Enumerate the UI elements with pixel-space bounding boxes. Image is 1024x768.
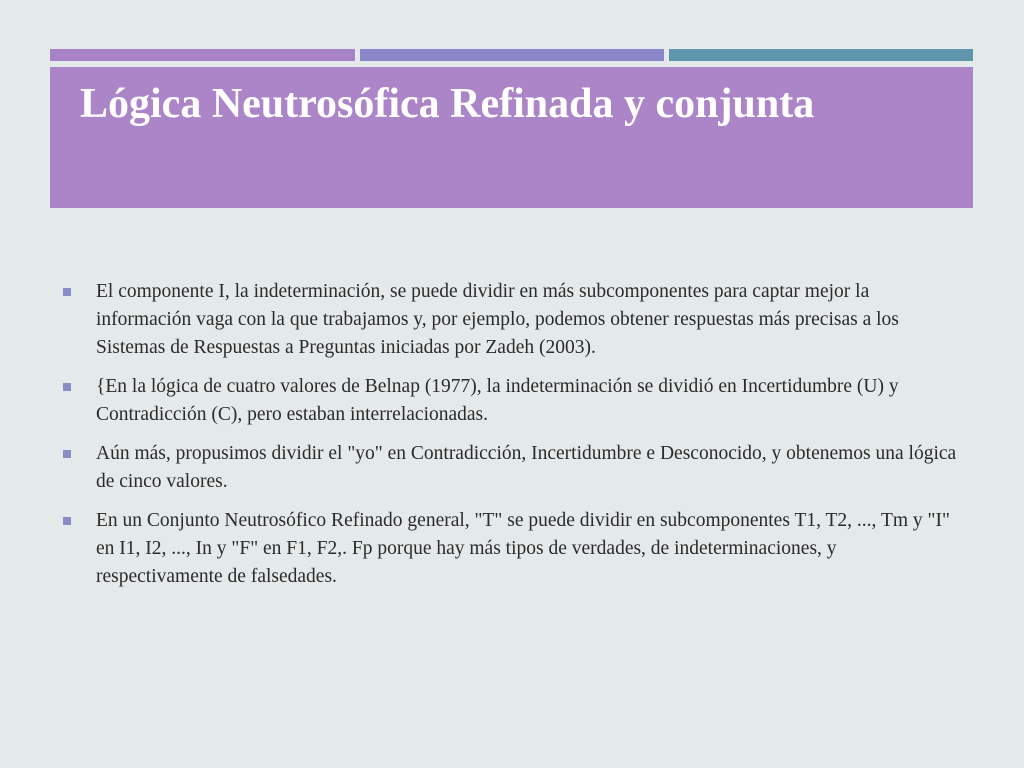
square-bullet-icon [63,450,71,458]
bullet-text: En un Conjunto Neutrosófico Refinado general, "T" se puede dividir en subcomponentes T1, T2, ..., Tm y "I" en I1, I2, ..., In y "F" en F1, F2,. Fp porque hay más tipos de verdades, de indeterminaciones, y respectivamente de falsedades. [96,510,950,587]
bullet-item [60,507,960,591]
square-bullet-icon [63,517,71,525]
bullet-text: Aún más, propusimos dividir el "yo" en Contradicción, Incertidumbre e Desconocido, y obtenemos una lógica de cinco valores. [96,443,957,492]
accent-bar-teal [669,49,973,61]
bullet-text: {En la lógica de cuatro valores de Belnap (1977), la indeterminación se dividió en Incertidumbre (U) y Contradicción (C), pero estaban interrelacionadas. [96,376,899,425]
bullet-item [60,440,960,496]
title-banner [50,67,973,208]
bullet-item [60,278,960,362]
bullet-text: El componente I, la indeterminación, se puede dividir en más subcomponentes para captar mejor la información vaga con la que trabajamos y, por ejemplo, podemos obtener respuestas más precisas a los Sistemas de Respuestas a Preguntas iniciadas por Zadeh (2003). [96,281,899,358]
accent-bar-purple [50,49,355,61]
square-bullet-icon [63,288,71,296]
accent-bar-indigo [360,49,664,61]
bullet-list [60,278,960,591]
bullet-item [60,373,960,429]
square-bullet-icon [63,383,71,391]
slide-content [60,278,960,602]
slide-title: Lógica Neutrosófica Refinada y conjunta [80,81,815,127]
